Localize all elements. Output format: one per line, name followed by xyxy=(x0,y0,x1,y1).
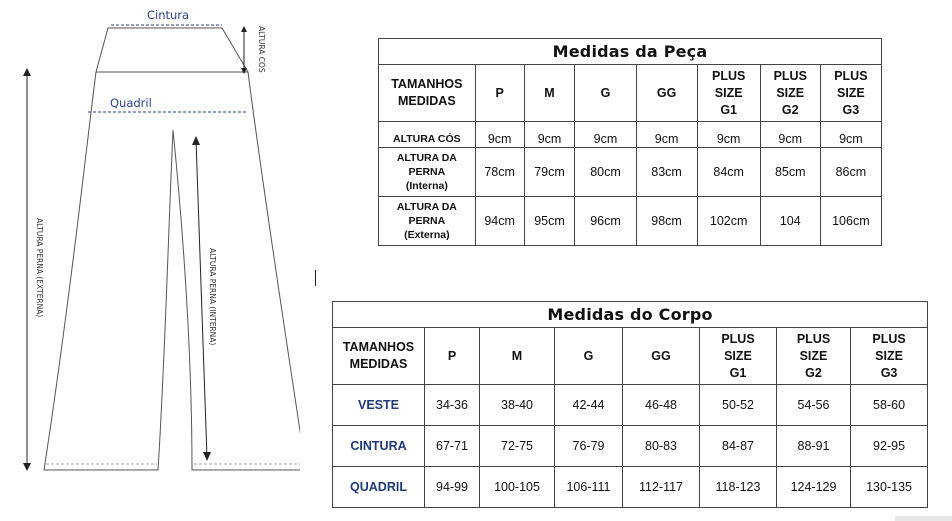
table-cell: 94-99 xyxy=(425,467,480,508)
table-cell: 9cm xyxy=(820,122,881,148)
table-cell: 9cm xyxy=(575,122,636,148)
size-header: M xyxy=(524,65,575,122)
table-row xyxy=(379,148,882,197)
size-header: PLUS SIZE G3 xyxy=(851,328,928,385)
row-label: VESTE xyxy=(333,385,425,426)
table-cell: 86cm xyxy=(820,148,881,197)
garment-measurements-table xyxy=(378,38,882,246)
pants-diagram xyxy=(0,0,300,521)
altura-cos-label: ALTURA CÓS xyxy=(257,26,266,73)
pants-outline xyxy=(44,72,300,470)
table-cell: 9cm xyxy=(697,122,760,148)
row-label: ALTURA CÓS xyxy=(379,122,476,148)
table-cell: 72-75 xyxy=(480,426,555,467)
size-header: PLUS SIZE G2 xyxy=(777,328,851,385)
table-row xyxy=(379,122,882,148)
table-cell: 38-40 xyxy=(480,385,555,426)
table-cell: 100-105 xyxy=(480,467,555,508)
table-cell: 50-52 xyxy=(700,385,777,426)
table-cell: 80-83 xyxy=(623,426,700,467)
table-cell: 9cm xyxy=(760,122,820,148)
table-cell: 124-129 xyxy=(777,467,851,508)
size-header: M xyxy=(480,328,555,385)
table-cell: 98cm xyxy=(636,197,697,246)
table-row xyxy=(333,426,928,467)
table-cell: 84cm xyxy=(697,148,760,197)
table-cell: 78cm xyxy=(475,148,524,197)
altura-externa-label: ALTURA PERNA (EXTERNA) xyxy=(35,218,44,318)
size-header: PLUS SIZE G3 xyxy=(820,65,881,122)
table-cell: 83cm xyxy=(636,148,697,197)
size-header: G xyxy=(575,65,636,122)
table-cell: 106-111 xyxy=(555,467,623,508)
row-label: CINTURA xyxy=(333,426,425,467)
table-cell: 106cm xyxy=(820,197,881,246)
outer-length-arrow xyxy=(23,68,31,471)
table-title: Medidas do Corpo xyxy=(333,302,928,328)
table-cell: 94cm xyxy=(475,197,524,246)
size-header: PLUS SIZE G2 xyxy=(760,65,820,122)
size-header: PLUS SIZE G1 xyxy=(697,65,760,122)
size-header: GG xyxy=(623,328,700,385)
table-cell: 85cm xyxy=(760,148,820,197)
waistband-outline xyxy=(96,28,248,72)
table-cell: 130-135 xyxy=(851,467,928,508)
size-header: P xyxy=(475,65,524,122)
altura-cos-arrow xyxy=(241,26,247,74)
row-label: ALTURA DA PERNA (Externa) xyxy=(379,197,476,246)
table-cell: 118-123 xyxy=(700,467,777,508)
table-cell: 9cm xyxy=(636,122,697,148)
table-row xyxy=(333,467,928,508)
size-header: P xyxy=(425,328,480,385)
table-cell: 76-79 xyxy=(555,426,623,467)
table-cell: 95cm xyxy=(524,197,575,246)
table-cell: 54-56 xyxy=(777,385,851,426)
table-title: Medidas da Peça xyxy=(379,39,882,65)
row-label: QUADRIL xyxy=(333,467,425,508)
size-header: PLUS SIZE G1 xyxy=(700,328,777,385)
table-cell: 92-95 xyxy=(851,426,928,467)
table-cell: 88-91 xyxy=(777,426,851,467)
table-cell: 112-117 xyxy=(623,467,700,508)
table-cell: 102cm xyxy=(697,197,760,246)
table-cell: 34-36 xyxy=(425,385,480,426)
corner-header: TAMANHOS MEDIDAS xyxy=(333,328,425,385)
table-cell: 42-44 xyxy=(555,385,623,426)
altura-interna-label: ALTURA PERNA (INTERNA) xyxy=(208,248,217,346)
table-cell: 58-60 xyxy=(851,385,928,426)
table-cell: 84-87 xyxy=(700,426,777,467)
size-header: GG xyxy=(636,65,697,122)
table-cell: 80cm xyxy=(575,148,636,197)
row-label: ALTURA DA PERNA (Interna) xyxy=(379,148,476,197)
table-row xyxy=(379,197,882,246)
table-cell: 67-71 xyxy=(425,426,480,467)
table-cell: 9cm xyxy=(524,122,575,148)
scrollbar-stub xyxy=(895,516,952,521)
table-cell: 9cm xyxy=(475,122,524,148)
table-row xyxy=(333,385,928,426)
cintura-label: Cintura xyxy=(147,8,190,22)
quadril-label: Quadril xyxy=(110,96,152,110)
table-cell: 46-48 xyxy=(623,385,700,426)
corner-header: TAMANHOS MEDIDAS xyxy=(379,65,476,122)
table-cell: 96cm xyxy=(575,197,636,246)
text-cursor xyxy=(315,270,316,286)
body-measurements-table xyxy=(332,301,928,508)
table-cell: 79cm xyxy=(524,148,575,197)
size-header: G xyxy=(555,328,623,385)
table-cell: 104 xyxy=(760,197,820,246)
